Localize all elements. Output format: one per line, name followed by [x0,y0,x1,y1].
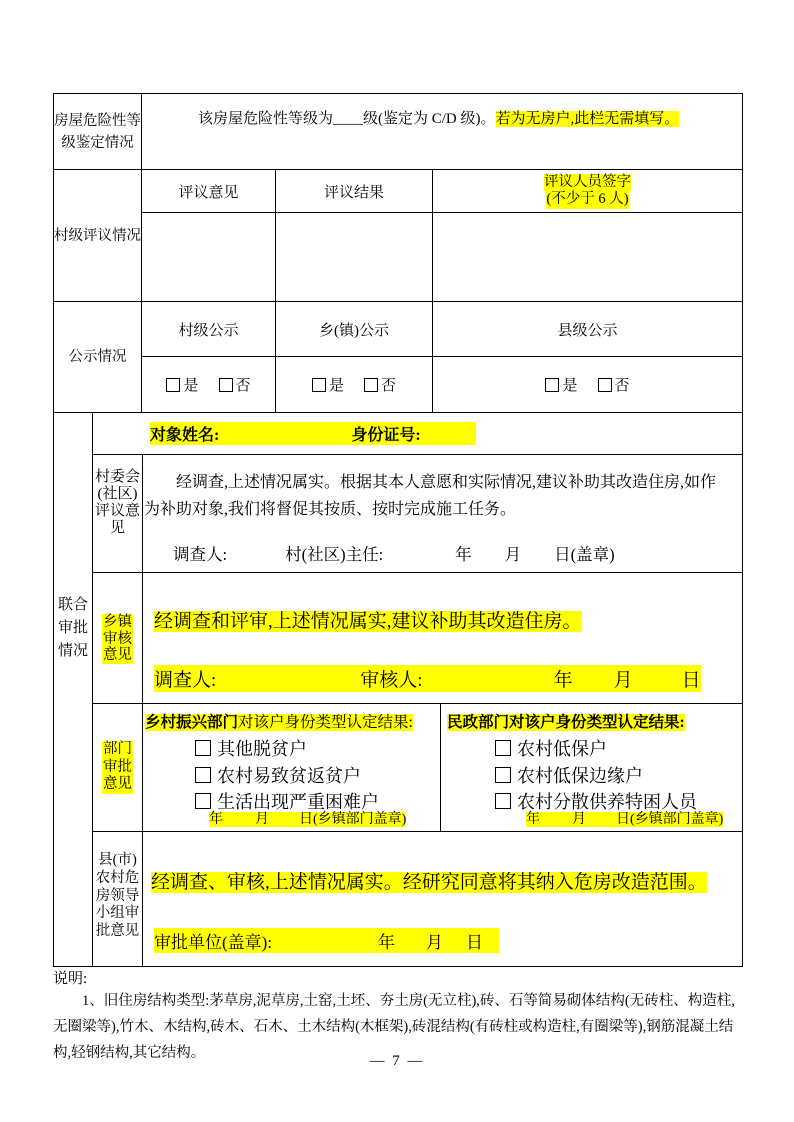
appraisal-note-highlight: 若为无房户,此栏无需填写。 [495,111,680,127]
severe-difficulty-checkbox[interactable] [195,793,211,809]
approval-form-table [53,93,743,967]
publicity-village-yesno-cell [142,357,276,413]
county-group-label: 县(市)农村危房领导小组审批意见 [95,852,140,940]
committee-label-cell [93,455,143,573]
dept-approval-label-cell [93,704,143,832]
rural-dept-options [195,736,440,816]
publicity-label-cell [54,302,142,413]
checkbox-option [195,763,440,790]
month-label: 月 [426,933,444,952]
day-seal-label: 日(乡镇部门盖章) [299,812,407,827]
review-opinion-input-cell[interactable] [142,213,276,302]
county-sign-line [154,928,499,953]
return-poverty-checkbox[interactable] [195,767,211,783]
review-opinion-header [142,170,276,213]
town-audit-label-cell [93,573,143,704]
publicity-county-header [433,302,743,357]
town-audit-sign-line [154,665,701,692]
rural-dept-date-line [209,808,406,828]
checkbox-option [195,736,440,763]
village-review-label: 村级评议情况 [54,227,141,244]
review-result-header [276,170,433,213]
no-label: 否 [614,378,630,394]
committee-label: 村委会(社区)评议意见 [94,469,140,536]
other-poverty-checkbox[interactable] [195,740,211,756]
subject-row-cell [93,413,743,455]
civil-affairs-dept-cell [441,704,743,832]
rural-dept-date-strip [209,812,406,827]
checkbox-label: 农村分散供养特困人员 [517,792,697,812]
yes-label: 是 [328,378,344,394]
county-yes-checkbox[interactable] [545,378,559,392]
village-review-label-cell [54,170,142,302]
year-label: 年 [378,933,396,952]
investigator-label: 调查人: [173,545,228,564]
committee-sign-line [173,541,615,565]
day-label: 日 [466,933,484,952]
rural-dept-title-rest: 对该户身份类型认定结果: [238,714,413,731]
director-label: 村(社区)主任: [285,545,384,564]
note-text: 1、旧住房结构类型:茅草房,泥草房,土窑,土坯、夯土房(无立柱),砖、石等简易砌体结构(无砖柱、构造柱,无圈梁等),竹木、木结构,砖木、石木、土木结构(木框架),砖混结构(有砖柱或构造柱,有圈梁等),钢筋混凝土结构,轻钢结构,其它结构。 [53,993,735,1061]
subject-name-label: 对象姓名: [150,427,220,444]
auditor-label: 审核人: [360,670,423,691]
checkbox-label: 生活出现严重困难户 [217,792,379,812]
checkbox-option [495,763,742,790]
checkbox-label: 其他脱贫户 [217,739,307,759]
county-group-opinion-cell [143,832,743,967]
publicity-county-label: 县级公示 [557,322,618,339]
town-audit-opinion-cell [143,573,743,704]
town-audit-paragraph: 经调查和评审,上述情况属实,建议补助其改造住房。 [154,611,582,632]
checkbox-label: 农村易致贫返贫户 [217,765,361,786]
town-audit-label: 乡镇审核意见 [103,614,132,663]
month-label: 月 [613,670,633,691]
town-yes-checkbox[interactable] [312,378,326,392]
note-label: 说明: [53,971,88,987]
publicity-village-label: 村级公示 [178,322,239,339]
appraisal-label: 房屋危险性等级鉴定情况 [54,112,141,151]
publicity-village-header [142,302,276,357]
civil-dept-title-line [447,710,742,732]
review-signature-header [433,170,743,213]
approval-unit-label: 审批单位(盖章): [154,933,273,952]
village-yes-checkbox[interactable] [166,378,180,392]
town-no-checkbox[interactable] [364,378,378,392]
subject-highlight-strip [150,422,476,445]
appraisal-text: 该房屋危险性等级为____级(鉴定为 C/D 级)。 [198,111,496,127]
civil-dept-options [495,736,742,816]
no-label: 否 [381,378,397,394]
checkbox-label: 农村低保边缘户 [517,765,643,786]
county-group-label-cell [93,832,143,967]
page-number: — 7 — [369,1053,425,1069]
joint-approval-label: 联合审批情况 [58,597,89,659]
month-label: 月 [255,812,269,827]
civil-dept-title: 民政部门对该户身份类型认定结果: [447,714,685,731]
yes-label: 是 [183,378,199,394]
year-label: 年 [209,812,223,827]
day-seal-label: 日(乡镇部门盖章) [616,812,724,827]
joint-approval-label-cell [54,413,93,967]
publicity-town-header [276,302,433,357]
year-label: 年 [553,670,573,691]
publicity-town-label: 乡(镇)公示 [319,322,389,339]
rural-dept-title [145,714,413,731]
town-audit-paragraph-line [154,606,742,633]
review-opinion-label: 评议意见 [178,184,239,201]
month-label: 月 [504,545,522,564]
month-label: 月 [572,812,586,827]
subject-id-label: 身份证号: [351,427,421,444]
rural-lowincome-checkbox[interactable] [495,740,511,756]
yes-label: 是 [562,378,578,394]
county-sign-strip [154,928,499,953]
appraisal-text-cell [142,94,743,170]
investigator-label: 调查人: [154,670,217,691]
county-no-checkbox[interactable] [598,378,612,392]
lowincome-edge-checkbox[interactable] [495,767,511,783]
scattered-support-checkbox[interactable] [495,793,511,809]
review-result-input-cell[interactable] [276,213,433,302]
committee-opinion-cell [143,455,743,573]
review-signature-input-cell[interactable] [433,213,743,302]
review-signature-line1: 评议人员签字 [544,173,631,190]
rural-dept-title-bold: 乡村振兴部门 [145,714,239,731]
county-paragraph-line [151,867,742,894]
committee-paragraph: 经调查,上述情况属实。根据其本人意愿和实际情况,建议补助其改造住房,如作为补助对象,我们将督促其按质、按时完成施工任务。 [144,474,717,518]
village-no-checkbox[interactable] [219,378,233,392]
day-label: 日 [681,670,701,691]
rural-dept-title-line [145,710,440,732]
year-label: 年 [526,812,540,827]
checkbox-label: 农村低保户 [517,739,607,759]
publicity-label: 公示情况 [68,349,127,365]
county-paragraph: 经调查、审核,上述情况属实。经研究同意将其纳入危房改造范围。 [151,872,707,893]
review-signature-line2: (不少于 6 人) [546,191,629,207]
review-result-label: 评议结果 [323,184,384,201]
publicity-town-yesno-cell [276,357,433,413]
appraisal-label-cell [54,94,142,170]
no-label: 否 [235,378,251,394]
rural-revitalization-dept-cell [143,704,441,832]
civil-dept-date-line [526,808,723,828]
day-seal-label: 日(盖章) [554,545,615,564]
dept-approval-label: 部门审批意见 [103,741,132,792]
checkbox-option [495,736,742,763]
year-label: 年 [455,545,472,564]
publicity-county-yesno-cell [433,357,743,413]
town-audit-sign-strip [154,665,701,692]
civil-dept-date-strip [526,812,723,827]
